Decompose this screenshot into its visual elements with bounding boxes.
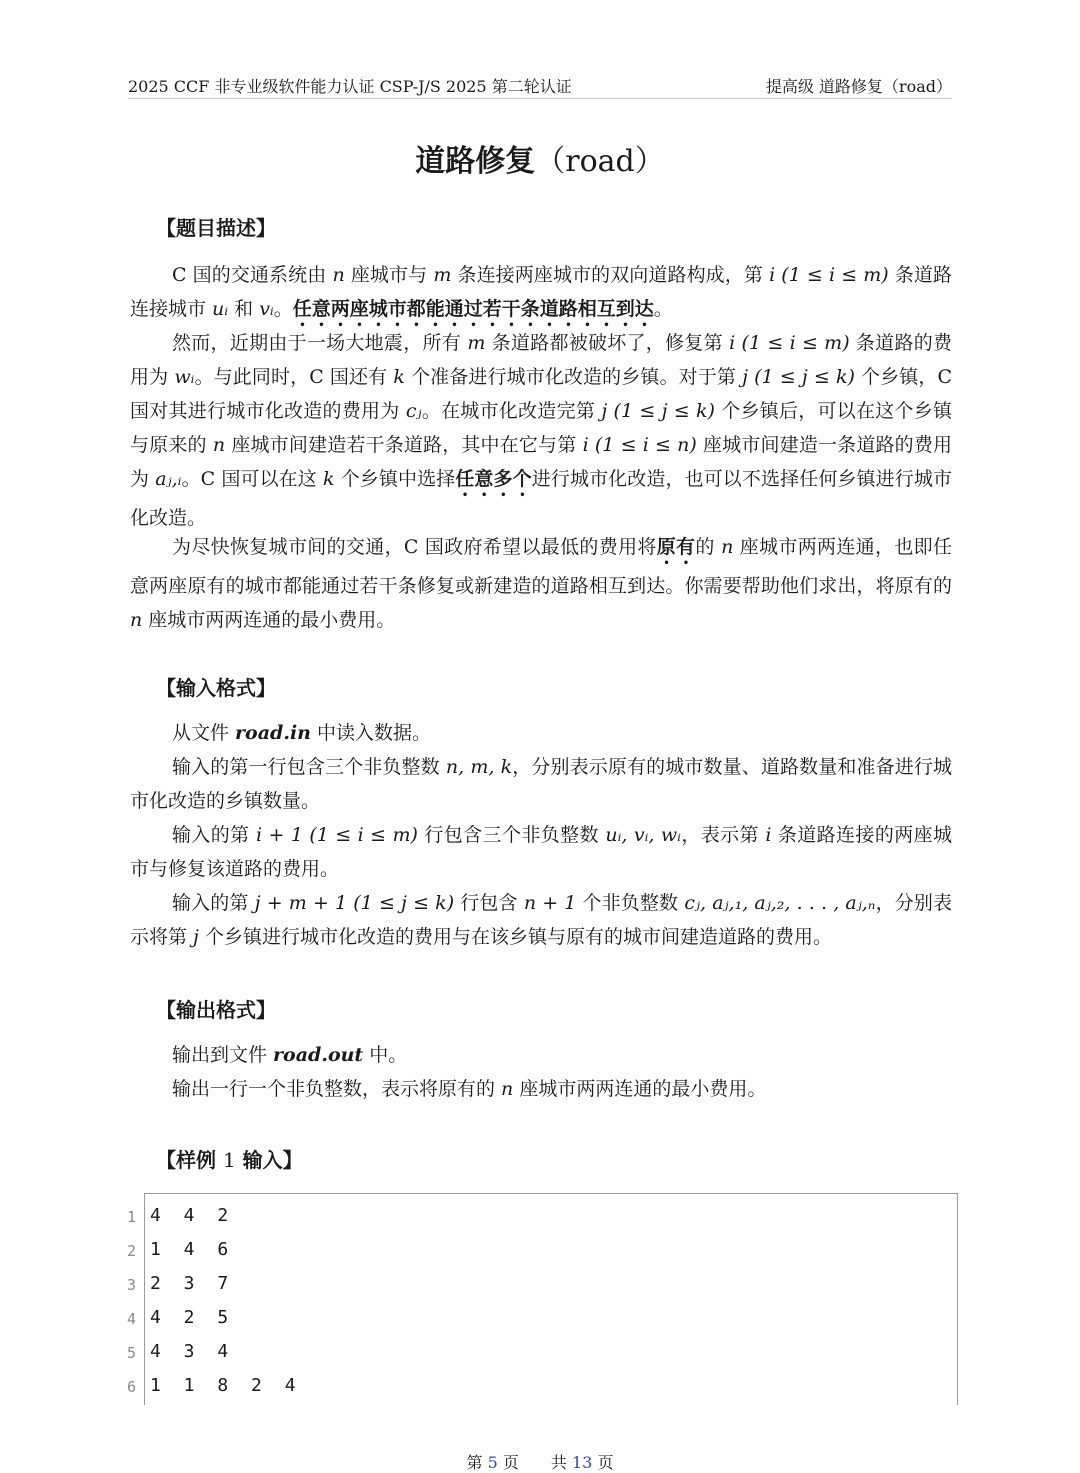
input-filename: road.in <box>235 722 311 744</box>
code-line-number: 5 <box>126 1344 136 1362</box>
section-heading-sample-input: 【样例 1 输入】 <box>156 1148 303 1172</box>
input-line-4: 输入的第 j + m + 1 (1 ≤ j ≤ k) 行包含 n + 1 个非负整数 cⱼ, aⱼ,₁, aⱼ,₂, . . . , aⱼ,ₙ，分别表示将第 j 个乡镇进行城市化改造的费用与在该乡镇与原有的城市间建造道路的费用。 <box>130 892 952 948</box>
code-line-number: 4 <box>126 1310 136 1328</box>
code-line: 1 4 6 <box>150 1239 235 1260</box>
code-line-number: 1 <box>126 1208 136 1226</box>
total-pages: 13 <box>572 1453 593 1472</box>
desc-paragraph-2: 然而，近期由于一场大地震，所有 m 条道路都被破坏了，修复第 i (1 ≤ i ≤ m) 条道路的费用为 wᵢ。与此同时，C 国还有 k 个准备进行城市化改造的乡镇。对于第 j (1 ≤ j ≤ k) 个乡镇，C 国对其进行城市化改造的费用为 cⱼ。在城市化改造完第 j (1 ≤ j ≤ k) 个乡镇后，可以在这个乡镇与原来的 n 座城市间建造若干条道路，其中在它与第 i (1 ≤ i ≤ n) 座城市间建造一条道路的费用为 aⱼ,ᵢ。C 国可以在这 k 个乡镇中选择任意多个进行城市化改造，也可以不选择任何乡镇进行城市化改造。 <box>130 332 953 529</box>
title-en: （road） <box>535 144 665 179</box>
desc-emphasis-3: 原有 <box>656 536 696 558</box>
desc-paragraph-3: 为尽快恢复城市间的交通，C 国政府希望以最低的费用将原有的 n 座城市两两连通，也即任意两座原有的城市都能通过若干条修复或新建造的道路相互到达。你需要帮助他们求出，将原有的 n 座城市两两连通的最小费用。 <box>130 536 952 631</box>
code-line: 4 4 2 <box>150 1205 235 1226</box>
desc-emphasis: 任意两座城市都能通过若干条道路相互到达 <box>292 298 654 320</box>
section-heading-output: 【输出格式】 <box>156 998 276 1022</box>
code-line: 4 2 5 <box>150 1307 235 1328</box>
code-line: 2 3 7 <box>150 1273 235 1294</box>
sample-input-code-block <box>118 1193 958 1405</box>
section-heading-input: 【输入格式】 <box>156 676 276 700</box>
problem-title <box>0 136 1080 180</box>
header-contest-name: 2025 CCF 非专业级软件能力认证 CSP-J/S 2025 第二轮认证 <box>128 77 572 96</box>
code-line-number: 3 <box>126 1276 136 1294</box>
code-line-number: 2 <box>126 1242 136 1260</box>
output-line-2: 输出一行一个非负整数，表示将原有的 n 座城市两两连通的最小费用。 <box>172 1078 767 1100</box>
code-line: 1 1 8 2 4 <box>150 1375 302 1396</box>
section-heading-description: 【题目描述】 <box>156 216 276 240</box>
header-problem-name: 提高级 道路修复（road） <box>765 77 952 96</box>
input-line-2: 输入的第一行包含三个非负整数 n, m, k，分别表示原有的城市数量、道路数量和准备进行城市化改造的乡镇数量。 <box>130 756 952 812</box>
code-box-border <box>144 1193 958 1405</box>
output-line-1: 输出到文件 road.out 中。 <box>172 1044 408 1066</box>
running-header <box>128 70 952 99</box>
title-zh: 道路修复 <box>415 144 536 179</box>
code-line: 4 3 4 <box>150 1341 235 1362</box>
output-filename: road.out <box>273 1044 364 1066</box>
current-page-number: 5 <box>487 1453 498 1472</box>
code-line-number: 6 <box>126 1378 136 1396</box>
input-line-1: 从文件 road.in 中读入数据。 <box>172 722 432 744</box>
desc-paragraph-1: C 国的交通系统由 n 座城市与 m 条连接两座城市的双向道路构成，第 i (1 ≤ i ≤ m) 条道路连接城市 uᵢ 和 vᵢ。任意两座城市都能通过若干条道路相互到达。 <box>130 264 952 320</box>
page-footer: 第 5 页 共 13 页 <box>466 1453 614 1472</box>
desc-emphasis-2: 任意多个 <box>455 468 532 490</box>
input-line-3: 输入的第 i + 1 (1 ≤ i ≤ m) 行包含三个非负整数 uᵢ, vᵢ, wᵢ，表示第 i 条道路连接的两座城市与修复该道路的费用。 <box>130 824 952 880</box>
